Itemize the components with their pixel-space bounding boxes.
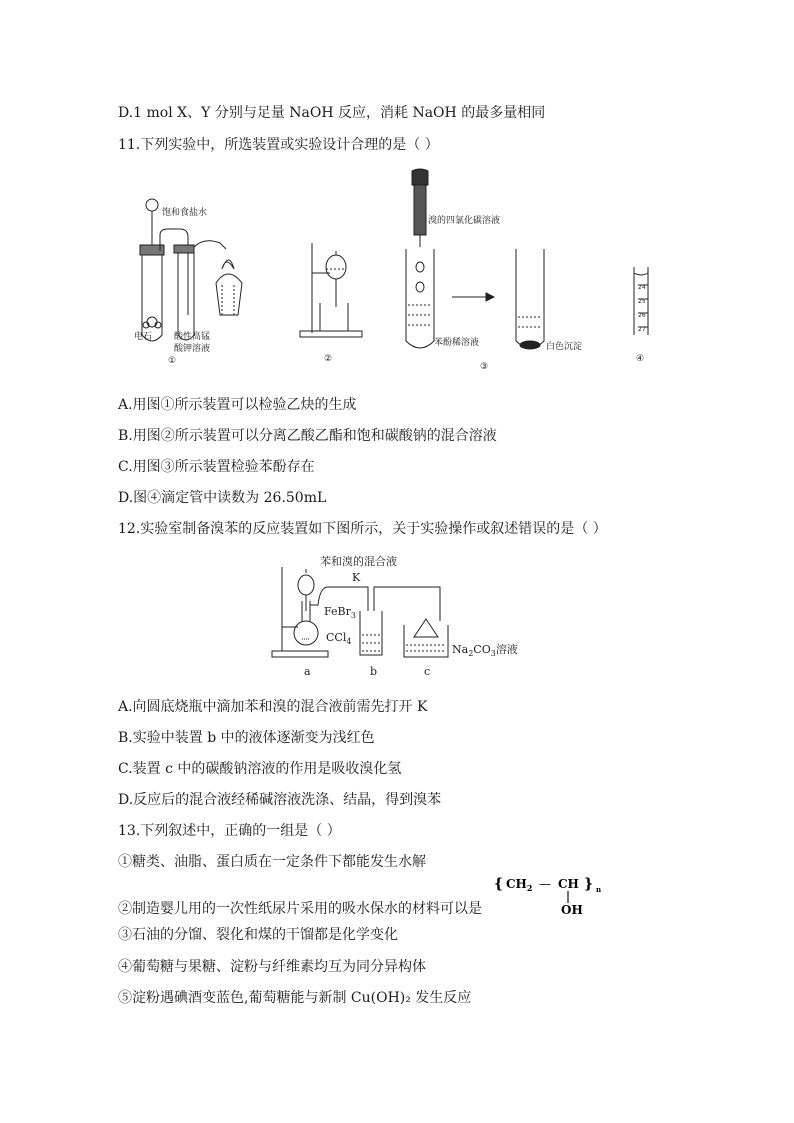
statement-5: ⑤淀粉遇碘酒变蓝色,葡萄糖能与新制 Cu(OH)₂ 发生反应 bbox=[118, 990, 472, 1006]
svg-text:FeBr3: FeBr$_3$ bbox=[324, 605, 356, 620]
svg-text:{: { bbox=[494, 876, 504, 892]
option-d-q12: D.反应后的混合液经稀碱溶液洗涤、结晶，得到溴苯 bbox=[118, 792, 442, 808]
figure-q11 bbox=[130, 165, 670, 375]
option-d-q11: D.图④滴定管中读数为 26.50mL bbox=[118, 490, 327, 506]
svg-text:c: c bbox=[424, 665, 431, 678]
apparatus-3 bbox=[406, 169, 544, 349]
svg-text:26: 26 bbox=[638, 312, 646, 319]
svg-text:④: ④ bbox=[636, 354, 645, 364]
svg-text:}: } bbox=[584, 876, 594, 892]
polyvinyl-alcohol-structure bbox=[492, 873, 612, 917]
option-a-q12: A.向圆底烧瓶中滴加苯和溴的混合液前需先打开 K bbox=[118, 699, 428, 715]
option-c-q12: C.装置 c 中的碳酸钠溶液的作用是吸收溴化氢 bbox=[118, 761, 402, 777]
option-d-q10: D.1 mol X、Y 分别与足量 NaOH 反应，消耗 NaOH 的最多量相同 bbox=[118, 105, 546, 121]
figure-q12 bbox=[268, 547, 558, 679]
svg-text:b: b bbox=[370, 665, 378, 678]
svg-text:电石: 电石 bbox=[134, 332, 153, 342]
svg-text:K: K bbox=[352, 571, 361, 584]
option-a-q11: A.用图①所示装置可以检验乙炔的生成 bbox=[118, 397, 357, 413]
question-12: 12.实验室制备溴苯的反应装置如下图所示，关于实验操作或叙述错误的是（ ） bbox=[118, 521, 607, 537]
statement-4: ④葡萄糖与果糖、淀粉与纤维素均互为同分异构体 bbox=[118, 959, 426, 975]
svg-text:酸钾溶液: 酸钾溶液 bbox=[174, 344, 211, 354]
statement-3: ③石油的分馏、裂化和煤的干馏都是化学变化 bbox=[118, 927, 398, 943]
statement-2: ②制造婴儿用的一次性纸尿片采用的吸水保水的材料可以是 bbox=[118, 901, 482, 917]
svg-text:苯酚稀溶液: 苯酚稀溶液 bbox=[434, 338, 480, 348]
svg-text:③: ③ bbox=[480, 362, 489, 372]
svg-text:a: a bbox=[304, 665, 311, 678]
apparatus-1 bbox=[140, 199, 242, 341]
svg-text:苯和溴的混合液: 苯和溴的混合液 bbox=[320, 555, 397, 568]
svg-text:白色沉淀: 白色沉淀 bbox=[546, 342, 583, 352]
svg-text:CCl4: CCl$_4$ bbox=[326, 631, 352, 646]
svg-text:OH: OH bbox=[561, 903, 583, 917]
question-11: 11.下列实验中，所选装置或实验设计合理的是（ ） bbox=[118, 137, 439, 153]
option-c-q11: C.用图③所示装置检验苯酚存在 bbox=[118, 459, 315, 475]
svg-text:24: 24 bbox=[638, 284, 646, 291]
svg-text:CH: CH bbox=[558, 877, 579, 891]
statement-1: ①糖类、油脂、蛋白质在一定条件下都能发生水解 bbox=[118, 854, 426, 870]
svg-text:25: 25 bbox=[638, 298, 646, 305]
svg-text:n: n bbox=[596, 885, 602, 894]
svg-text:27: 27 bbox=[638, 326, 646, 333]
option-b-q12: B.实验中装置 b 中的液体逐渐变为浅红色 bbox=[118, 730, 375, 746]
apparatus-2 bbox=[300, 243, 362, 337]
question-13: 13.下列叙述中，正确的一组是（ ） bbox=[118, 823, 341, 839]
svg-text:溴的四氯化碳溶液: 溴的四氯化碳溶液 bbox=[428, 216, 501, 226]
svg-text:②: ② bbox=[324, 354, 333, 364]
svg-text:①: ① bbox=[168, 356, 177, 366]
svg-text:酸性高锰: 酸性高锰 bbox=[174, 332, 211, 342]
option-b-q11: B.用图②所示装置可以分离乙酸乙酯和饱和碳酸钠的混合溶液 bbox=[118, 428, 497, 444]
svg-text:—: — bbox=[539, 877, 551, 891]
svg-text:饱和食盐水: 饱和食盐水 bbox=[162, 208, 208, 218]
svg-text:CH2: $CH_2$ bbox=[506, 877, 533, 893]
svg-text:Na2CO3溶液: $Na_2CO_3$溶液 bbox=[452, 643, 518, 658]
